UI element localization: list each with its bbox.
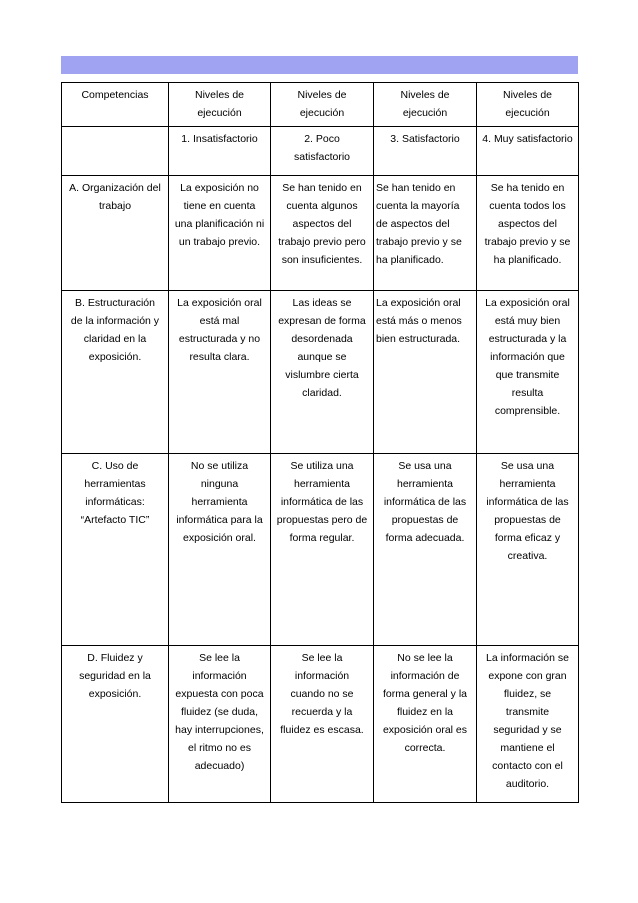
row-d-level-4: La información se expone con gran fluidez, se transmite seguridad y se mantiene el contacto con el auditorio. xyxy=(477,646,579,803)
row-a-competencia: A. Organización del trabajo xyxy=(62,176,169,291)
row-c-competencia: C. Uso de herramientas informáticas: “Artefacto TIC” xyxy=(62,454,169,646)
table-row xyxy=(62,176,579,291)
rubric-table xyxy=(61,82,579,803)
row-a-level-4: Se ha tenido en cuenta todos los aspectos del trabajo previo y se ha planificado. xyxy=(477,176,579,291)
sublevel-1: 1. Insatisfactorio xyxy=(169,127,271,176)
table-row xyxy=(62,646,579,803)
header-level-3: Niveles de ejecución xyxy=(374,83,477,127)
sublevel-empty xyxy=(62,127,169,176)
row-c-level-1: No se utiliza ninguna herramienta informática para la exposición oral. xyxy=(169,454,271,646)
header-level-2: Niveles de ejecución xyxy=(271,83,374,127)
row-c-level-2: Se utiliza una herramienta informática de las propuestas pero de forma regular. xyxy=(271,454,374,646)
row-d-level-3: No se lee la información de forma general y la fluidez en la exposición oral es correcta. xyxy=(374,646,477,803)
sublevel-4: 4. Muy satisfactorio xyxy=(477,127,579,176)
header-competencias: Competencias xyxy=(62,83,169,127)
header-banner xyxy=(61,56,578,74)
table-row xyxy=(62,291,579,454)
header-row xyxy=(62,83,579,127)
row-d-competencia: D. Fluidez y seguridad en la exposición. xyxy=(62,646,169,803)
sublevel-2: 2. Poco satisfactorio xyxy=(271,127,374,176)
row-b-level-1: La exposición oral está mal estructurada y no resulta clara. xyxy=(169,291,271,454)
sublevel-row xyxy=(62,127,579,176)
row-a-level-1: La exposición no tiene en cuenta una planificación ni un trabajo previo. xyxy=(169,176,271,291)
sublevel-3: 3. Satisfactorio xyxy=(374,127,477,176)
row-b-competencia: B. Estructuración de la información y claridad en la exposición. xyxy=(62,291,169,454)
row-b-level-4: La exposición oral está muy bien estructurada y la información que que transmite resulta comprensible. xyxy=(477,291,579,454)
row-d-level-2: Se lee la información cuando no se recuerda y la fluidez es escasa. xyxy=(271,646,374,803)
row-c-level-4: Se usa una herramienta informática de las propuestas de forma eficaz y creativa. xyxy=(477,454,579,646)
header-level-4: Niveles de ejecución xyxy=(477,83,579,127)
row-a-level-2: Se han tenido en cuenta algunos aspectos del trabajo previo pero son insuficientes. xyxy=(271,176,374,291)
row-c-level-3: Se usa una herramienta informática de las propuestas de forma adecuada. xyxy=(374,454,477,646)
table-row xyxy=(62,454,579,646)
row-b-level-3: La exposición oral está más o menos bien estructurada. xyxy=(374,291,477,454)
header-level-1: Niveles de ejecución xyxy=(169,83,271,127)
row-a-level-3: Se han tenido en cuenta la mayoría de aspectos del trabajo previo y se ha planificado. xyxy=(374,176,477,291)
row-b-level-2: Las ideas se expresan de forma desordenada aunque se vislumbre cierta claridad. xyxy=(271,291,374,454)
row-d-level-1: Se lee la información expuesta con poca fluidez (se duda, hay interrupciones, el ritmo no es adecuado) xyxy=(169,646,271,803)
